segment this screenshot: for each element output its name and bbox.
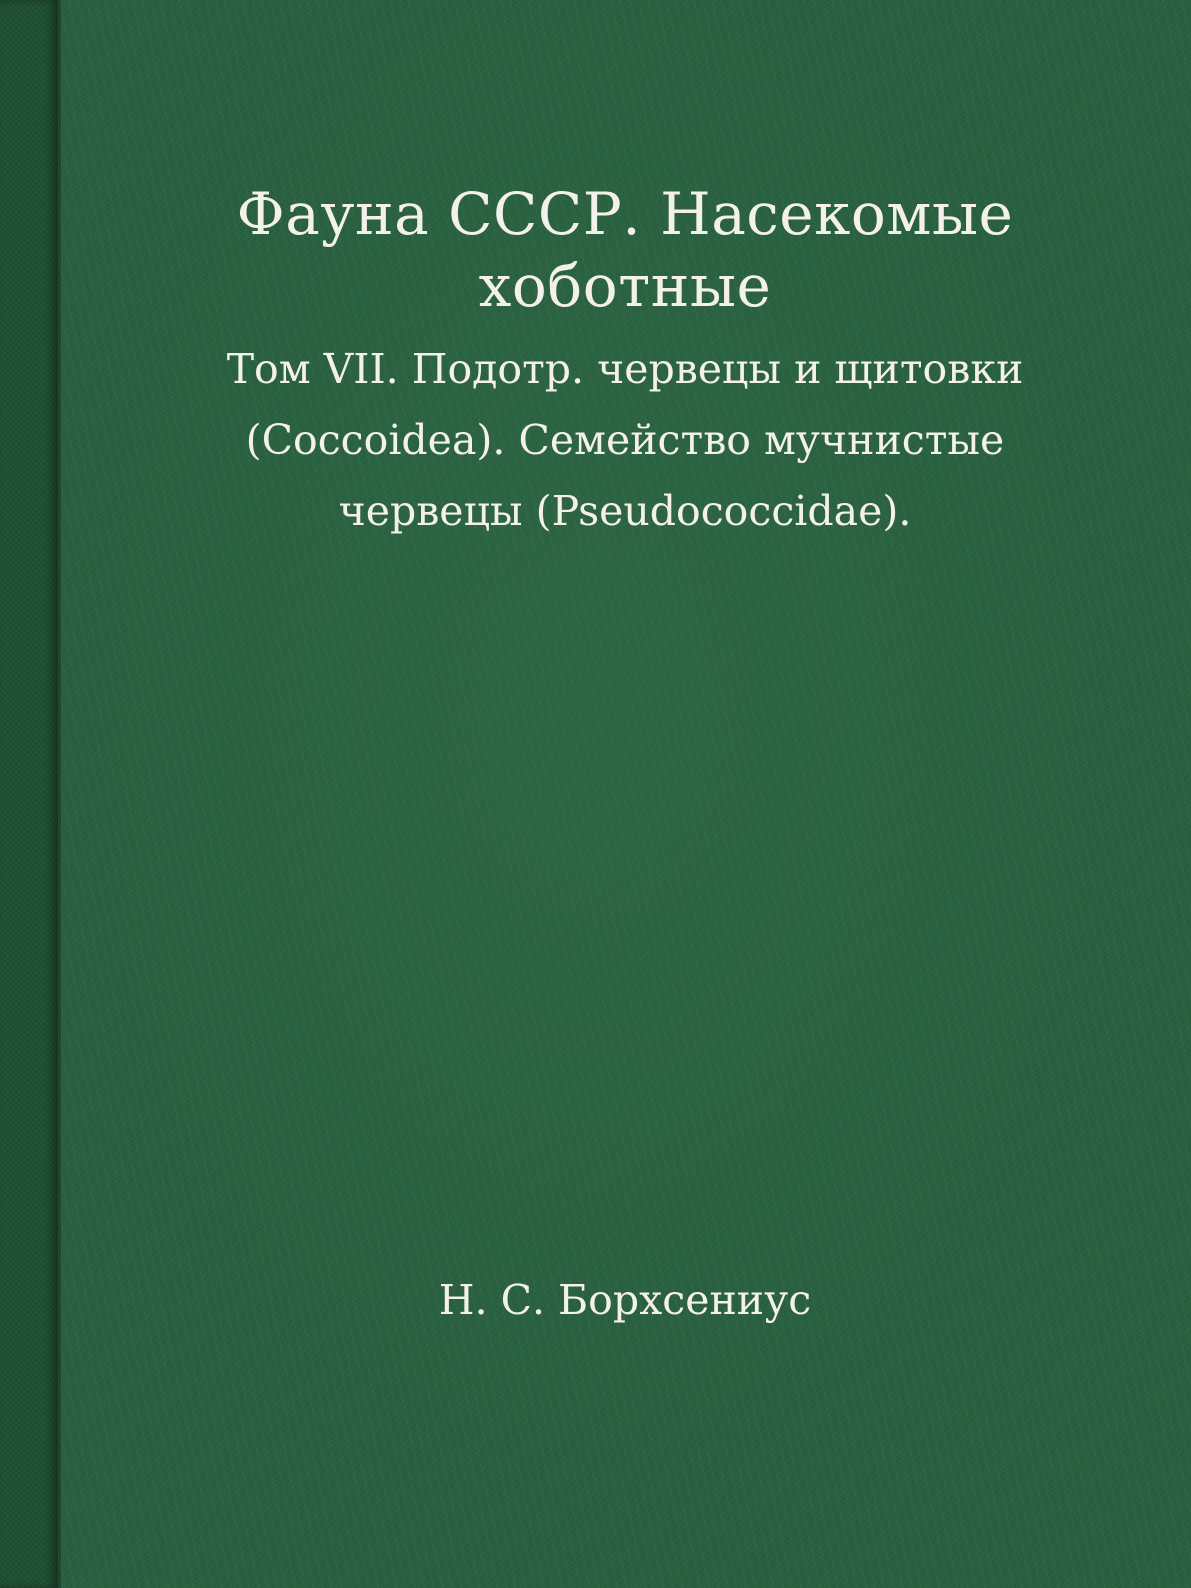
subtitle-line-2: (Coccoidea). Семейство мучнистые	[245, 416, 1005, 464]
book-title	[120, 178, 1130, 322]
book-spine	[0, 0, 58, 1588]
spine-edge	[58, 0, 61, 1588]
subtitle-line-3: червецы (Pseudococcidae).	[338, 487, 912, 535]
title-line-2: хоботные	[478, 252, 772, 320]
subtitle-line-1: Том VII. Подотр. червецы и щитовки	[226, 345, 1024, 393]
title-line-1: Фауна СССР. Насекомые	[236, 180, 1014, 248]
book-subtitle	[120, 334, 1130, 547]
book-author: Н. С. Борхсениус	[438, 1276, 812, 1324]
